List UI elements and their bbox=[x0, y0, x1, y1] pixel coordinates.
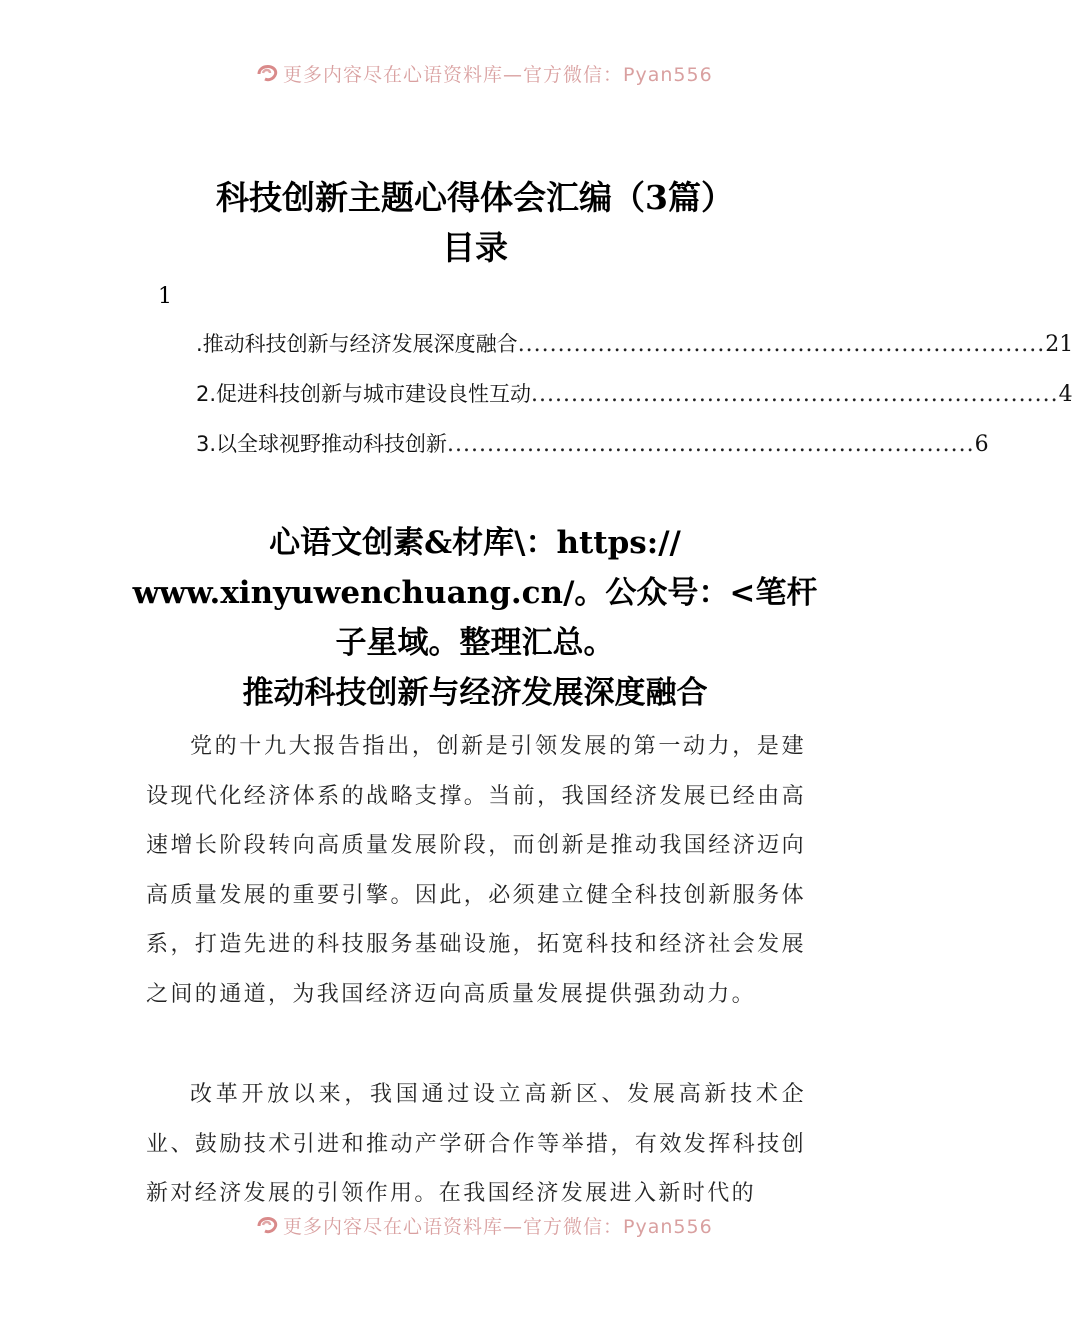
toc-item[interactable] bbox=[196, 328, 1073, 362]
toc-item-page: 21 bbox=[1045, 332, 1073, 357]
page-footer-watermark bbox=[0, 1210, 950, 1238]
watermark-text: 更多内容尽在心语资料库—官方微信：Pyan556 bbox=[283, 1216, 713, 1238]
toc-number: 1 bbox=[158, 284, 172, 309]
toc-leader-dots: .................................................................. bbox=[531, 382, 1059, 407]
document-title: 科技创新主题心得体会汇编（3篇） bbox=[216, 178, 734, 217]
toc-item[interactable] bbox=[196, 428, 989, 462]
toc-heading: 目录 bbox=[442, 228, 508, 267]
swirl-logo-icon bbox=[255, 62, 279, 89]
article-paragraph bbox=[146, 1070, 806, 1219]
watermark-line bbox=[255, 1212, 713, 1241]
article-heading: 推动科技创新与经济发展深度融合 bbox=[242, 675, 708, 711]
toc-item-label: 2.促进科技创新与城市建设良性互动 bbox=[196, 382, 532, 406]
paragraph-text: 改革开放以来，我国通过设立高新区、发展高新技术企业、鼓励技术引进和推动产学研合作等举措，有效发挥科技创新对经济发展的引领作用。在我国经济发展进入新时代的 bbox=[146, 1082, 806, 1207]
toc-leader-dots: .................................................................. bbox=[517, 332, 1046, 357]
toc-item-page: 6 bbox=[974, 432, 989, 457]
toc-leader-dots: .................................................................. bbox=[447, 432, 975, 457]
watermark-text: 更多内容尽在心语资料库—官方微信：Pyan556 bbox=[283, 64, 713, 86]
page-header-watermark bbox=[0, 58, 950, 86]
toc-item-label: 3.以全球视野推动科技创新 bbox=[196, 432, 448, 456]
toc-item-page: 4 bbox=[1058, 382, 1073, 407]
article-paragraph bbox=[146, 722, 806, 1020]
paragraph-text: 党的十九大报告指出，创新是引领发展的第一动力，是建设现代化经济体系的战略支撑。当前，我国经济发展已经由高速增长阶段转向高质量发展阶段，而创新是推动我国经济迈向高质量发展的重要引擎。因此，必须建立健全科技创新服务体系，打造先进的科技服务基础设施，拓宽科技和经济社会发展之间的通道，为我国经济迈向高质量发展提供强劲动力。 bbox=[146, 734, 806, 1007]
toc-item[interactable] bbox=[196, 378, 1073, 412]
toc-item-label: .推动科技创新与经济发展深度融合 bbox=[196, 332, 518, 356]
watermark-line bbox=[255, 60, 713, 89]
source-notice: 心语文创素&材库\：https:// www.xinyuwenchuang.cn/。公众号：<笔杆子星域。整理汇总。 bbox=[132, 525, 818, 661]
swirl-logo-icon bbox=[255, 1214, 279, 1241]
